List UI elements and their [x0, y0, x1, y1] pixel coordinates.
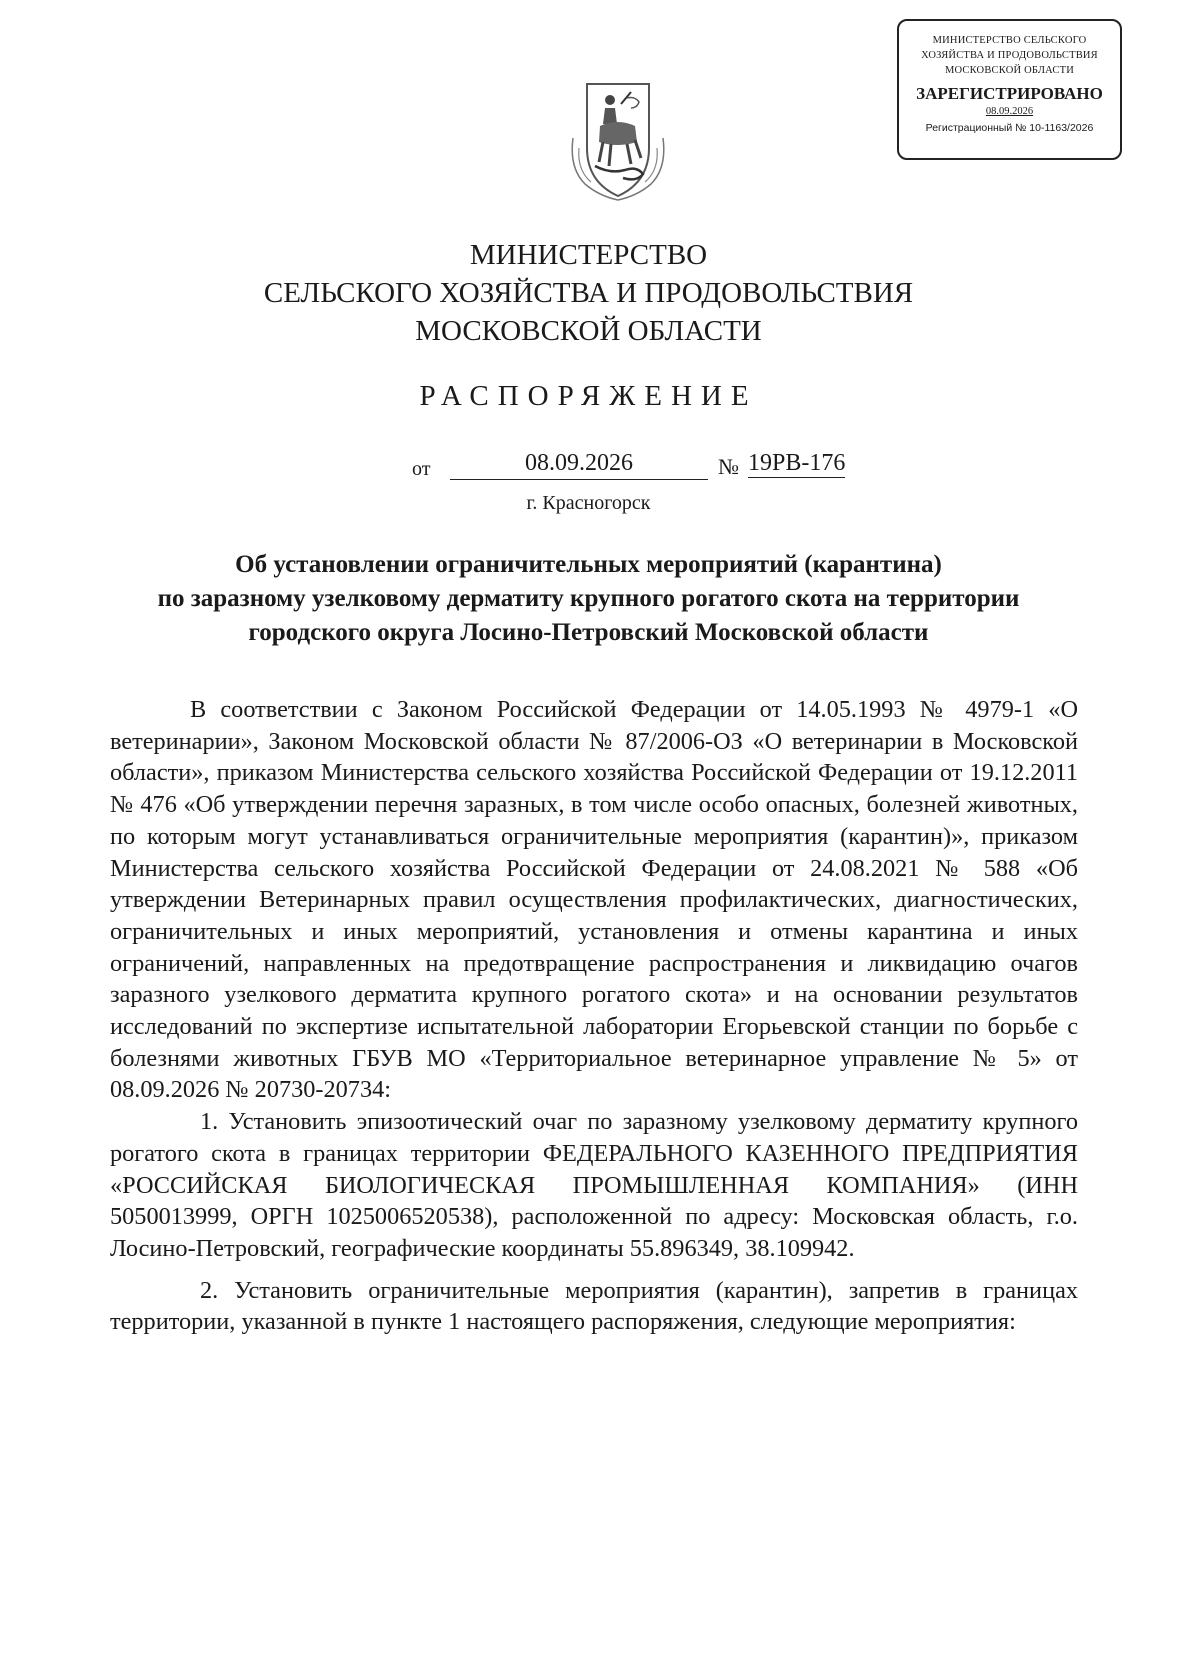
document-body [110, 694, 1078, 1338]
ministry-header [0, 236, 1177, 350]
order-date: 08.09.2026 [450, 450, 708, 480]
order-number-label: № [718, 454, 739, 479]
ministry-header-line: СЕЛЬСКОГО ХОЗЯЙСТВА И ПРОДОВОЛЬСТВИЯ [263, 277, 914, 309]
order-from-label: от [412, 458, 431, 480]
document-type: РАСПОРЯЖЕНИЕ [419, 380, 758, 412]
moscow-region-coat-of-arms-icon [565, 78, 671, 202]
stamp-date: 08.09.2026 [985, 106, 1034, 117]
stamp-status: ЗАРЕГИСТРИРОВАНО [916, 84, 1103, 103]
stamp-org-line: ХОЗЯЙСТВА И ПРОДОВОЛЬСТВИЯ [921, 50, 1098, 61]
subject-line: по заразному узелковому дерматиту крупного рогатого скота на территории [157, 585, 1020, 612]
order-number: 19РВ-176 [748, 450, 846, 476]
item-1-paragraph: 1. Установить эпизоотический очаг по заразному узелковому дерматиту крупного рогатого скота в границах территории ФЕДЕРАЛЬНОГО КАЗЕННОГО ПРЕДПРИЯТИЯ «РОССИЙСКАЯ БИОЛОГИЧЕСКАЯ ПРОМЫШЛЕННАЯ КОМПАНИЯ» (ИНН 5050013999, ОРГН 1025006520538), расположенной по адресу: Московская область, г.о. Лосино-Петровский, географические координаты 55.896349, 38.109942. [110, 1108, 1078, 1262]
subject-line: Об установлении ограничительных мероприятий (карантина) [235, 551, 942, 578]
subject-line: городского округа Лосино-Петровский Московской области [248, 619, 929, 646]
order-city: г. Красногорск [526, 492, 651, 514]
stamp-reg-number: Регистрационный № 10-1163/2026 [925, 122, 1094, 134]
stamp-org-line: МОСКОВСКОЙ ОБЛАСТИ [944, 65, 1075, 76]
ministry-header-line: МОСКОВСКОЙ ОБЛАСТИ [415, 315, 762, 347]
paragraph-spacer [110, 1265, 1078, 1275]
preamble-paragraph: В соответствии с Законом Российской Федерации от 14.05.1993 № 4979-1 «О ветеринарии», Законом Московской области № 87/2006-ОЗ «О ветеринарии в Московской области», приказом Министерства сельского хозяйства Российской Федерации от 19.12.2011 № 476 «Об утверждении перечня заразных, в том числе особо опасных, болезней животных, по которым могут устанавливаться ограничительные мероприятия (карантин)», приказом Министерства сельского хозяйства Российской Федерации от 24.08.2021 № 588 «Об утверждении Ветеринарных правил осуществления профилактических, диагностических, ограничительных и иных мероприятий, установления и отмены карантина и иных ограничений, направленных на предотвращение распространения и ликвидацию очагов заразного узелкового дерматита крупного рогатого скота» и на основании результатов исследований по экспертизе испытательной лаборатории Егорьевской станции по борьбе с болезнями животных ГБУВ МО «Территориальное ветеринарное управление № 5» от 08.09.2026 № 20730-20734: [110, 696, 1078, 1104]
stamp-org-line: МИНИСТЕРСТВО СЕЛЬСКОГО [932, 35, 1087, 46]
document-subject [100, 548, 1077, 650]
registration-stamp [897, 19, 1122, 160]
item-2-paragraph: 2. Установить ограничительные мероприятия (карантин), запретив в границах территории, указанной в пункте 1 настоящего распоряжения, следующие мероприятия: [110, 1276, 1078, 1336]
ministry-header-line: МИНИСТЕРСТВО [469, 239, 708, 271]
